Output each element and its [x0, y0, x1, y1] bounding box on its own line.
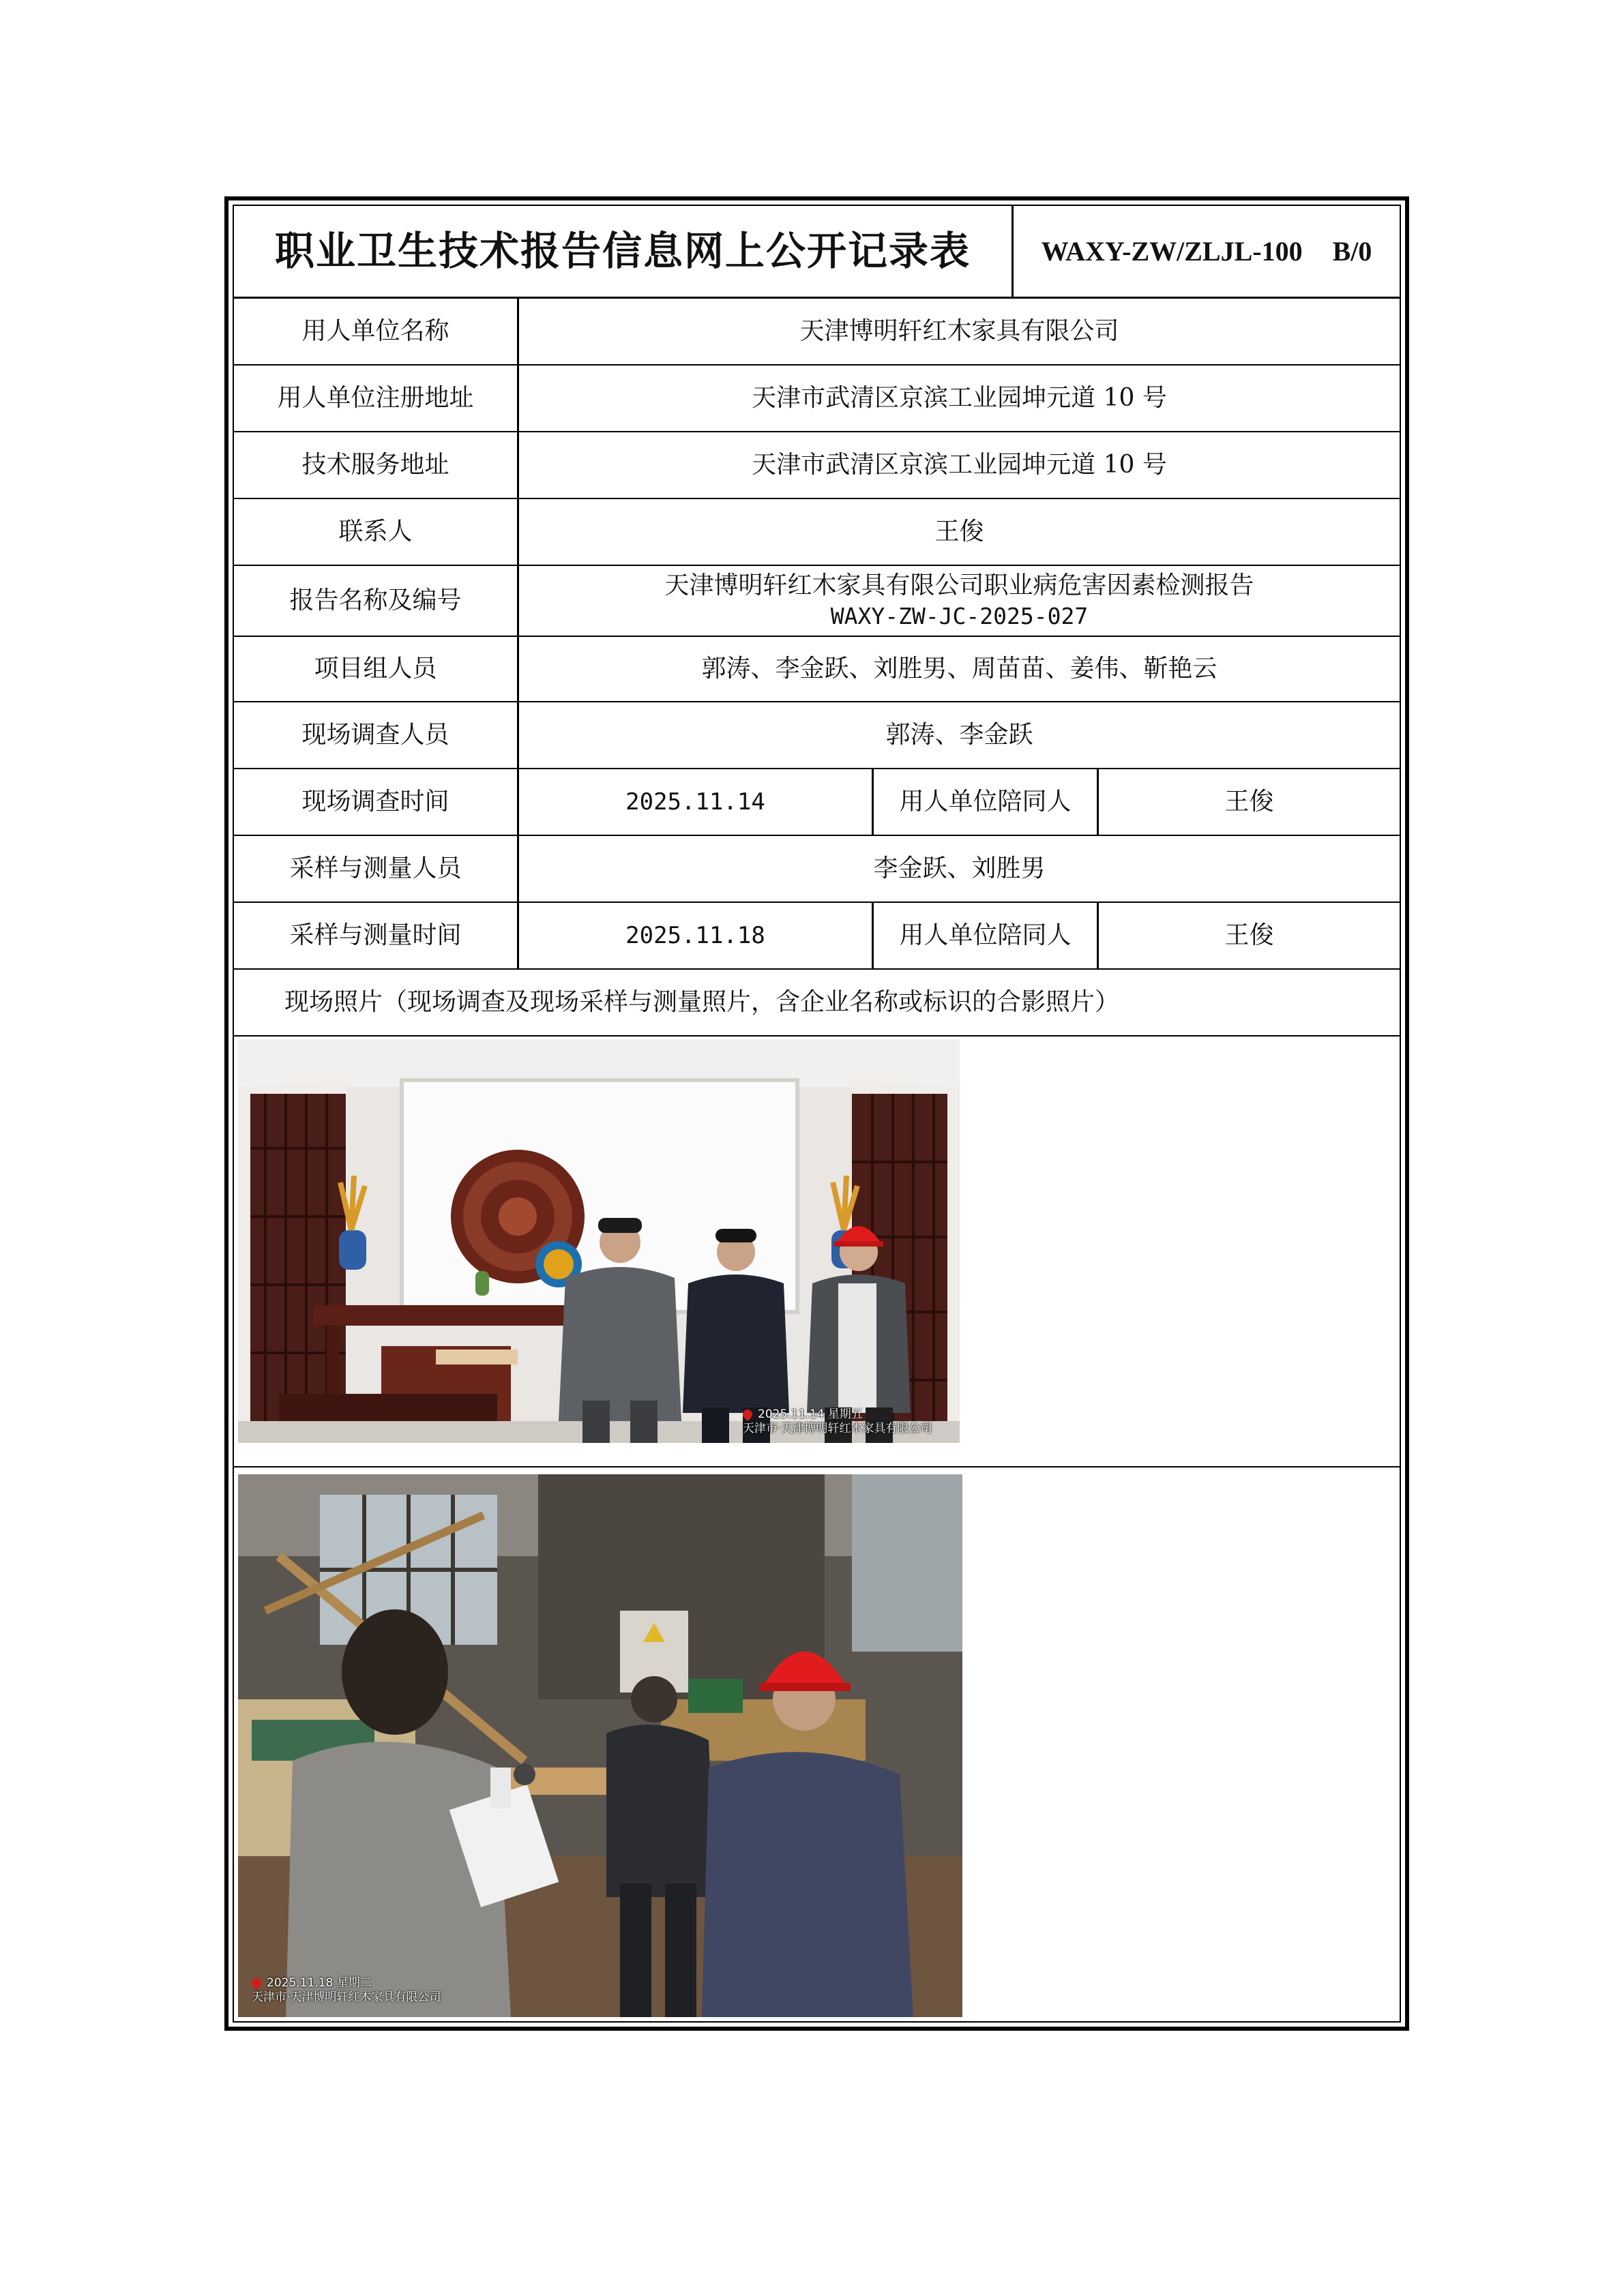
employer-name-label: 用人单位名称	[301, 316, 449, 345]
row-photo-2	[234, 1467, 1400, 2021]
row-project-team	[234, 637, 1400, 702]
service-address-value: 天津市武清区京滨工业园坤元道 10 号	[517, 432, 1400, 498]
survey-time-value: 2025.11.14	[517, 769, 872, 835]
location-pin-icon	[250, 1976, 263, 1990]
form-code-cell	[1012, 206, 1400, 297]
location-pin-icon	[741, 1407, 754, 1421]
survey-escort-label: 用人单位陪同人	[872, 769, 1097, 835]
sampling-time-value: 2025.11.18	[517, 903, 872, 968]
photos-caption: 现场照片（现场调查及现场采样与测量照片，含企业名称或标识的合影照片）	[284, 987, 1120, 1016]
sampling-photo-image	[238, 1474, 962, 2017]
row-registered-address	[234, 366, 1400, 432]
survey-staff-label: 现场调查人员	[301, 720, 449, 749]
contact-value: 王俊	[517, 499, 1400, 565]
survey-escort-value: 王俊	[1097, 769, 1400, 835]
photo-1-stamp-location: 天津市·天津博明轩红木家具有限公司	[743, 1422, 932, 1436]
record-table	[233, 205, 1401, 2023]
form-revision: B/0	[1332, 235, 1372, 267]
form-title: 职业卫生技术报告信息网上公开记录表	[274, 227, 971, 274]
sampling-escort-value: 王俊	[1097, 903, 1400, 968]
title-row	[234, 206, 1400, 299]
row-employer-name	[234, 299, 1400, 366]
contact-label: 联系人	[338, 517, 413, 546]
form-code: WAXY-ZW/ZLJL-100	[1041, 235, 1303, 267]
employer-name-value: 天津博明轩红木家具有限公司	[517, 299, 1400, 364]
row-sampling-time	[234, 903, 1400, 970]
survey-photo-image	[238, 1039, 960, 1443]
photo-2-stamp-date: 2025.11.18 星期二	[267, 1976, 372, 1990]
row-photos-caption	[234, 970, 1400, 1037]
sampling-escort-label: 用人单位陪同人	[872, 903, 1097, 968]
survey-staff-value: 郭涛、李金跃	[517, 702, 1400, 768]
project-team-value: 郭涛、李金跃、刘胜男、周苗苗、姜伟、靳艳云	[517, 637, 1400, 701]
survey-time-label: 现场调查时间	[301, 787, 449, 816]
photo-1-watermark	[743, 1407, 932, 1437]
photo-1-stamp-date: 2025.11.14 星期五	[758, 1407, 863, 1421]
photo-2-watermark	[252, 1976, 441, 2006]
registered-address-value: 天津市武清区京滨工业园坤元道 10 号	[517, 366, 1400, 431]
row-survey-staff	[234, 702, 1400, 769]
row-sampling-staff	[234, 836, 1400, 903]
photo-2-stamp-location: 天津市·天津博明轩红木家具有限公司	[252, 1991, 441, 2005]
sampling-time-label: 采样与测量时间	[289, 921, 462, 949]
report-label: 报告名称及编号	[289, 586, 462, 614]
report-name: 天津博明轩红木家具有限公司职业病危害因素检测报告	[664, 571, 1254, 600]
row-contact	[234, 499, 1400, 566]
report-number: WAXY-ZW-JC-2025-027	[830, 602, 1089, 629]
sampling-staff-value: 李金跃、刘胜男	[517, 836, 1400, 901]
row-service-address	[234, 432, 1400, 499]
project-team-label: 项目组人员	[314, 654, 437, 683]
sampling-photo	[238, 1474, 962, 2017]
record-form	[224, 196, 1409, 2031]
report-value	[517, 566, 1400, 636]
row-survey-time	[234, 769, 1400, 836]
sampling-staff-label: 采样与测量人员	[289, 854, 462, 882]
row-report	[234, 566, 1400, 637]
registered-address-label: 用人单位注册地址	[277, 383, 474, 412]
survey-group-photo	[238, 1039, 960, 1443]
row-photo-1	[234, 1037, 1400, 1467]
service-address-label: 技术服务地址	[301, 450, 449, 479]
